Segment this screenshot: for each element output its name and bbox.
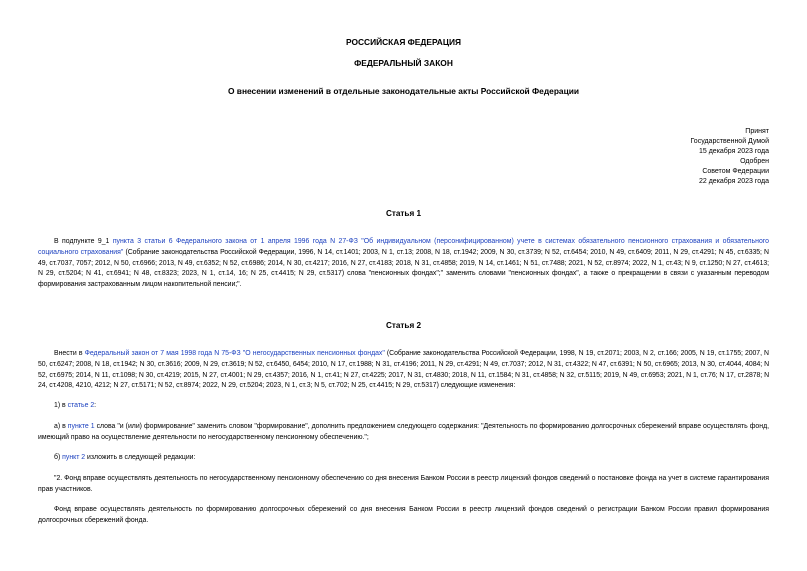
adoption-line: 15 декабря 2023 года [698, 147, 769, 155]
item-1 [38, 401, 769, 412]
law-title: О внесении изменений в отдельные законодательные акты Российской Федерации [227, 86, 580, 96]
adoption-block [569, 127, 769, 186]
text-fragment: (Собрание законодательства Российской Федерации, 1998, N 19, ст.2071; 2003, N 2, ст.166; 2005, N 19, ст.1755; 2007, N 50, ст.6247; 2008, N 18, ст.1942; N 30, ст.3616; 2009, N 29, ст.3619; N 52, ст.6450, 6454; 2010, N 17, ст.1988; N 31, ст.4196; 2011, N 29, ст.4291; N 49, ст.7037; 2012, N 31, ст.4322; N 47, ст.6391; N 50, ст.6965; 2013, N 30, ст.4044, 4084; N 52, ст.6975; 2014, N 11, ст.1098; N 30, ст.4219; 2015, N 27, ст.4001; N 29, ст.4357; 2016, N 1, ст.41; N 27, ст.4225; 2017, N 31, ст.4830; 2018, N 11, ст.1584; N 31, ст.4858; N 32, ст.5115; 2019, N 49, ст.6953; 2021, N 1, ст.76; N 17, ст.2878; N 24, ст.4208, 4210, 4212; N 27, ст.5171; N 52, ст.8974; 2022, N 29, ст.5204; 2023, N 1, ст.3; N 5, ст.702; N 25, ст.4415; N 29, ст.5317) следующие изменения: [38, 350, 769, 390]
article-1-paragraph [38, 237, 769, 291]
text-fragment: В подпункте 9_1 [54, 238, 113, 245]
adoption-line: Государственной Думой [690, 137, 769, 145]
item-b [38, 453, 769, 464]
article-2-heading: Статья 2 [385, 321, 422, 330]
text-fragment: 1) в [54, 402, 68, 409]
article-2-intro [38, 349, 769, 392]
law-75fz-link[interactable]: Федеральный закон от 7 мая 1998 года N 75-ФЗ "О негосударственных пенсионных фондах" [84, 350, 385, 357]
quote-paragraph-1: "2. Фонд вправе осуществлять деятельность по негосударственному пенсионному обеспечению со дня внесения Банком России в реестр лицензий фондов сведений о постановке фонда на учет в системе гарантирования прав участников. [38, 475, 769, 493]
clause-2-link[interactable]: пункт 2 [62, 454, 86, 461]
clause-1-link[interactable]: пункте 1 [67, 423, 95, 430]
quote-paragraph-2: Фонд вправе осуществлять деятельность по формированию долгосрочных сбережений со дня внесения Банком России в реестр лицензий фондов сведений о регистрации Банком России правил формирования долгосрочных сбережений фонда. [38, 506, 769, 524]
item-a [38, 422, 769, 444]
text-fragment: б) [54, 454, 63, 461]
text-fragment: Внести в [54, 350, 85, 357]
country-header: РОССИЙСКАЯ ФЕДЕРАЦИЯ [345, 37, 462, 47]
text-fragment: изложить в следующей редакции: [85, 454, 196, 461]
text-fragment: а) в [54, 423, 68, 430]
adoption-line: Одобрен [740, 157, 769, 165]
law-27fz-link[interactable]: пункта 3 статьи 6 Федерального закона от 1 апреля 1996 года N 27-ФЗ "Об индивидуальном (персонифицированном) учете в системах обязательного пенсионного страхования и обязательного социального страхования" [38, 238, 769, 256]
adoption-line: Принят [745, 128, 769, 135]
law-type-header: ФЕДЕРАЛЬНЫЙ ЗАКОН [354, 58, 453, 68]
text-fragment: слова "и (или) формирование" заменить словом "формирование", дополнить предложением следующего содержания: "Деятельность по формированию долгосрочных сбережений вправе осуществлять фонд, имеющий право на осуществление деятельности по негосударственному пенсионному обеспечению."; [38, 423, 769, 441]
adoption-line: Советом Федерации [702, 167, 769, 175]
adoption-line: 22 декабря 2023 года [698, 177, 769, 185]
text-fragment: (Собрание законодательства Российской Федерации, 1996, N 14, ст.1401; 2003, N 1, ст.13; 2008, N 18, ст.1942; 2009, N 30, ст.3739; N 52, ст.6454; 2010, N 49, ст.6409; 2011, N 29, ст.4291; N 45, ст.6335; N 49, ст.7037, 7057; 2012, N 50, ст.6966; 2013, N 49, ст.6352; N 52, ст.6986; 2014, N 30, ст.4217; 2016, N 27, ст.4183; 2018, N 31, ст.4858; 2019, N 14, ст.1461; N 51, ст.7488; 2021, N 52, ст.8974; 2022, N 1, ст.43; N 9, ст.1250; N 27, ст.4613; N 29, ст.5204; N 41, ст.6941; N 48, ст.8323; 2023, N 1, ст.14, 16; N 25, ст.4415; N 29, ст.5317) слова "пенсионных фондах";" заменить словами "пенсионных фондах", а также о прекращении в связи с указанным переводом формирования застрахованным лицом накопительной пенсии;". [38, 248, 769, 289]
text-fragment: : [94, 402, 97, 409]
article-1-heading: Статья 1 [385, 209, 422, 218]
article-2-link[interactable]: статье 2 [67, 402, 95, 409]
